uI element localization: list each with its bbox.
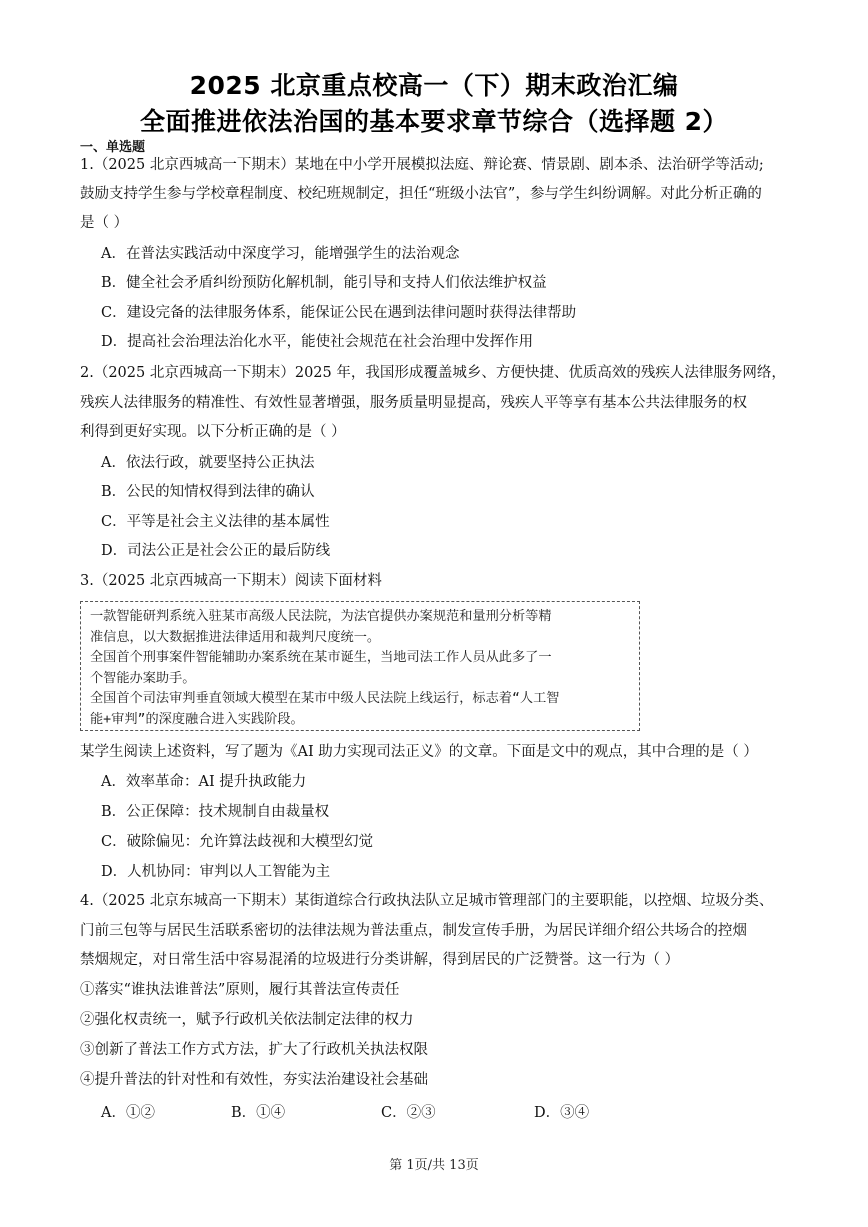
q4-choice-a: A．①② <box>101 1105 155 1121</box>
q3-option-d: D．人机协同：审判以人工智能为主 <box>101 864 331 880</box>
q2-option-c: C．平等是社会主义法律的基本属性 <box>101 514 330 530</box>
q2-option-a: A．依法行政，就要坚持公正执法 <box>101 455 315 471</box>
q4-statement-3: ③创新了普法工作方式方法，扩大了行政机关执法权限 <box>80 1042 428 1058</box>
q4-stem-line-3: 禁烟规定，对日常生活中容易混淆的垃圾进行分类讲解，得到居民的广泛赞誉。这一行为（ ） <box>80 952 680 968</box>
q4-stem-line-1: 4.（2025 北京东城高一下期末）某街道综合行政执法队立足城市管理部门的主要职能，以控烟、垃圾分类、 <box>80 893 774 909</box>
document-title-line-2: 全面推进依法治国的基本要求章节综合（选择题 2） <box>139 107 729 136</box>
q3-material-box <box>80 601 640 731</box>
q4-choice-c: C．②③ <box>381 1105 436 1121</box>
q1-option-b: B．健全社会矛盾纠纷预防化解机制，能引导和支持人们依法维护权益 <box>101 275 547 291</box>
q4-choice-d: D．③④ <box>534 1105 590 1121</box>
q3-stem-line-1: 3.（2025 北京西城高一下期末）阅读下面材料 <box>80 573 382 589</box>
q2-option-b: B．公民的知情权得到法律的确认 <box>101 484 315 500</box>
q4-choice-b: B．①④ <box>231 1105 286 1121</box>
page-footer: 第 1页/共 13页 <box>389 1158 479 1173</box>
q4-statement-2: ②强化权责统一，赋予行政机关依法制定法律的权力 <box>80 1012 414 1028</box>
q3-material-line-3: 全国首个刑事案件智能辅助办案系统在某市诞生，当地司法工作人员从此多了一 <box>90 650 552 666</box>
q1-stem-line-2: 鼓励支持学生参与学校章程制度、校纪班规制定，担任“班级小法官”，参与学生纠纷调解。对此分析正确的 <box>80 186 762 202</box>
q3-option-b: B．公正保障：技术规制自由裁量权 <box>101 804 330 820</box>
q1-stem-line-3: 是（ ） <box>80 215 129 231</box>
q2-stem-line-3: 利得到更好实现。以下分析正确的是（ ） <box>80 424 346 440</box>
q2-stem-line-2: 残疾人法律服务的精准性、有效性显著增强，服务质量明显提高，残疾人平等享有基本公共法律服务的权 <box>80 395 747 411</box>
q3-material-line-6: 能+审判”的深度融合进入实践阶段。 <box>90 711 304 727</box>
q3-material-line-4: 个智能办案助手。 <box>90 670 196 686</box>
q3-material-line-1: 一款智能研判系统入驻某市高级人民法院，为法官提供办案规范和量刑分析等精 <box>90 609 552 624</box>
q1-option-a: A．在普法实践活动中深度学习，能增强学生的法治观念 <box>101 246 460 262</box>
q3-material-line-5: 全国首个司法审判垂直领域大模型在某市中级人民法院上线运行，标志着“人工智 <box>90 691 560 707</box>
q1-option-d: D．提高社会治理法治化水平，能使社会规范在社会治理中发挥作用 <box>101 334 534 350</box>
q4-statement-1: ①落实“谁执法谁普法”原则，履行其普法宣传责任 <box>80 982 400 998</box>
document-title-line-1: 2025 北京重点校高一（下）期末政治汇编 <box>189 71 679 100</box>
q1-stem-line-1: 1.（2025 北京西城高一下期末）某地在中小学开展模拟法庭、辩论赛、情景剧、剧本杀、法治研学等活动; <box>80 157 764 173</box>
section-heading: 一、单选题 <box>80 140 146 155</box>
q1-option-c: C．建设完备的法律服务体系，能保证公民在遇到法律问题时获得法律帮助 <box>101 305 577 321</box>
q3-option-c: C．破除偏见：允许算法歧视和大模型幻觉 <box>101 834 374 850</box>
q2-stem-line-1: 2.（2025 北京西城高一下期末）2025 年，我国形成覆盖城乡、方便快捷、优质高效的残疾人法律服务网络， <box>80 365 786 381</box>
q4-stem-line-2: 门前三包等与居民生活联系密切的法律法规为普法重点，制发宣传手册，为居民详细介绍公共场合的控烟 <box>80 923 747 939</box>
q3-material-line-2: 准信息，以大数据推进法律适用和裁判尺度统一。 <box>90 629 381 645</box>
q3-option-a: A．效率革命：AI 提升执政能力 <box>101 774 307 790</box>
q2-option-d: D．司法公正是社会公正的最后防线 <box>101 543 331 559</box>
q4-choices <box>101 1101 721 1121</box>
q3-stem-after: 某学生阅读上述资料，写了题为《AI 助力实现司法正义》的文章。下面是文中的观点，其中合理的是（ ） <box>80 744 758 760</box>
q4-statement-4: ④提升普法的针对性和有效性，夯实法治建设社会基础 <box>80 1072 428 1088</box>
